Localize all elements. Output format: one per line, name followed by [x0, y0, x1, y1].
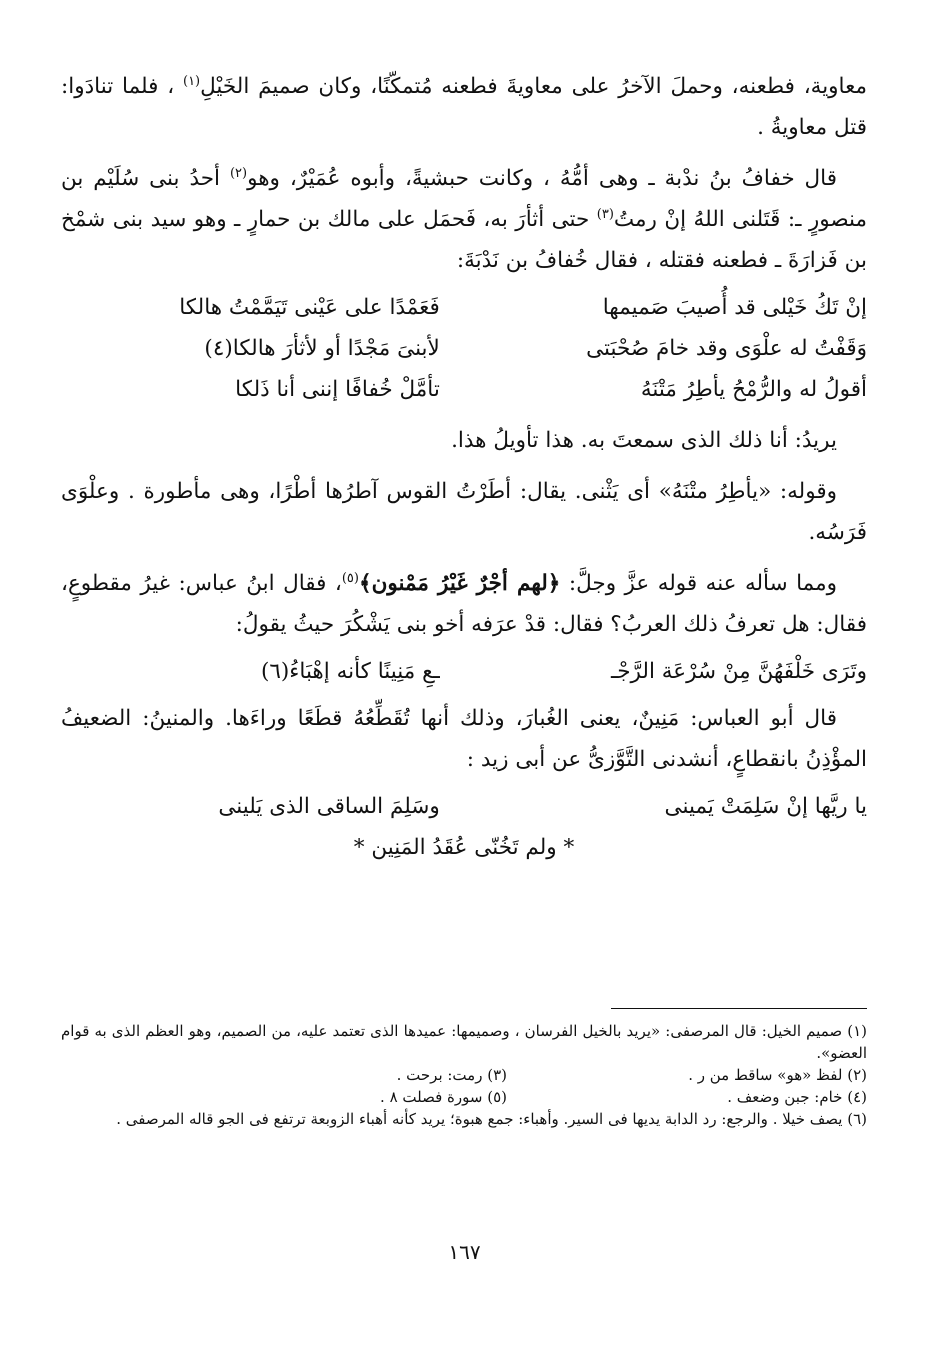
verse-line: [61, 287, 867, 328]
paragraph-4: وقوله: «يأطِرُ متْنَهُ» أى يَثْنى. يقال: أطَرْتُ القوس آطرُها أطْرًا، وهى مأطورة . وعلْوَى فَرَسُه.: [61, 479, 867, 545]
verse-hemistich-first: أقولُ له والرُّمْحُ يأطِرُ مَتْنَهُ: [640, 377, 867, 402]
footnote-2: (٢) لفظ «هو» ساقط من ر .: [688, 1066, 867, 1084]
verse-hemistich-first: يا ريَّها إنْ سَلِمَتْ يَمينى: [664, 794, 867, 819]
footnote-3: (٣) رمت: برحت .: [396, 1066, 507, 1084]
footnote-mark-3: (٣): [596, 206, 614, 222]
paragraph-3: يريدُ: أنا ذلك الذى سمعتَ به. هذا تأويلُ هذا.: [451, 428, 837, 453]
verse-hemistich-second: تأمَّلْ خُفافًا إننى أنا ذَلكا: [235, 377, 440, 402]
paragraph-6: قال أبو العباس: مَنِينٌ، يعنى الغُبارَ، وذلك أنها تُقَطِّعُهُ قطَعًا وراءَها. والمنينُ: الضعيفُ المؤْذِنُ بانقطاعٍ، أنشدنى التَّوَّزىُّ عن أبى زيد :: [61, 706, 867, 772]
verse-closing-line: * ولم تَخُنّى عُقَدُ المَنِين *: [353, 835, 575, 860]
verse-line: [61, 651, 867, 692]
verse-line: [61, 827, 867, 868]
footnotes: [61, 1020, 867, 1130]
quran-quote: ﴿لهم أجْرٌ غَيْرُ مَمْنون﴾: [358, 571, 561, 596]
verse-hemistich-second: فَعَمْدًا على عَيْنى تَيَمَّمْتُ هالكا: [179, 295, 440, 320]
paragraph-5: ومما سأله عنه قوله عزَّ وجلَّ: ﴿لهم أجْرٌ غَيْرُ مَمْنون﴾$^{(٥)}$، فقال ابنُ عباس: غيرُ مقطوعٍ، فقال: هل تعرفُ ذلك العربُ؟ فقال: قدْ عرَفه أخو بنى يَشْكُرَ حيثُ يقولُ:: [61, 570, 867, 637]
verse-line: [61, 786, 867, 827]
verse-hemistich-second: وسَلِمَ الساقى الذى يَلينى: [218, 794, 440, 819]
footnote-5: (٥) سورة فصلت ٨ .: [380, 1088, 507, 1106]
verse-line: [61, 369, 867, 410]
paragraph-1: معاوية، فطعنه، وحملَ الآخرُ على معاويةَ فطعنه مُتمكّنًا، وكان صميمَ الخَيْلِ$^{(١)}$ ، فلما تنادَوا: قتل معاويةُ .: [61, 73, 867, 140]
footnote-1: (١) صميم الخيل: قال المرصفى: «يريد بالخيل الفرسان ، وصميمها: عميدها الذى تعتمد عليه، من الصميم، وهو العظم الذى به قوام العضو».: [61, 1022, 867, 1062]
paragraph-2: قال خفافُ بنُ ندْبة ـ وهى أمُّهُ ، وكانت حبشيةً، وأبوه عُمَيْرٌ، وهو$^{(٢)}$ أحدُ بنى سُلَيْم بن منصورٍ ـ: قَتَلنى اللهُ إنْ رمتُ$^{(٣)}$ حتى أثأرَ به، فَحمَل على مالك بن حمارٍ ـ وهو سيد بنى شمْخ بن فَزارَةَ ـ فطعنه فقتله ، فقال خُفافُ بن نَدْبَةَ:: [61, 165, 867, 273]
footnote-row: [61, 1086, 867, 1108]
verse-line: [61, 328, 867, 369]
verse-hemistich-first: إنْ تَكُ خَيْلى قد أُصيبَ صَميمها: [602, 295, 867, 320]
footnote-divider: [611, 1008, 867, 1009]
poem-3: [61, 786, 867, 868]
footnote-4: (٤) خام: جبن وضعف .: [727, 1088, 867, 1106]
footnote-mark-5: (٥): [341, 570, 359, 586]
verse-hemistich-first: وتَرَى خَلْفَهُنَّ مِنْ سُرْعَة الرَّجْـ: [610, 659, 867, 684]
poem-1: [61, 287, 867, 410]
page-number: ١٦٧: [448, 1240, 481, 1264]
verse-hemistich-second: لأبنىَ مَجْدًا أو لأثأرَ هالكا(٤): [204, 336, 440, 361]
main-text: [61, 66, 867, 874]
footnote-mark-1: (١): [182, 73, 201, 89]
footnote-row: [61, 1064, 867, 1086]
poem-2: [61, 651, 867, 692]
verse-hemistich-second: ـعِ مَنِينًا كأنه إهْبَاءُ(٦): [260, 659, 440, 684]
verse-hemistich-first: وَقَفْتُ له علْوَى وقد خامَ صُحْبَتى: [586, 336, 867, 361]
footnote-mark-2: (٢): [229, 165, 248, 181]
footnote-6: (٦) يصف خيلا . والرجع: رد الدابة يديها فى السير. وأهباء: جمع هبوة؛ يريد كأنه أهباء الزوبعة ترتفع فى الجو قاله المرصفى .: [116, 1110, 867, 1128]
